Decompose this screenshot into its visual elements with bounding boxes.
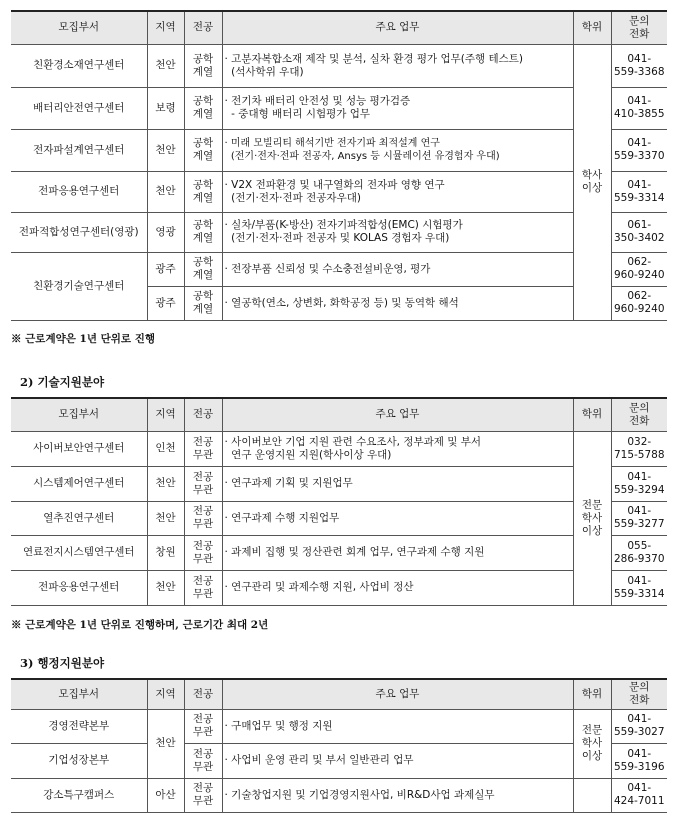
header-major: 전공 xyxy=(184,679,222,709)
header-contact: 문의 전화 xyxy=(611,679,667,709)
header-region: 지역 xyxy=(147,11,184,44)
dept-cell: 전파응용연구센터 xyxy=(11,171,147,212)
duty-cell: · 구매업무 및 행정 지원 xyxy=(222,709,573,743)
header-degree: 학위 xyxy=(573,679,611,709)
contact-cell: 032- 715-5788 xyxy=(611,431,667,466)
contact-cell: 041- 424-7011 xyxy=(611,778,667,812)
major-cell: 전공 무관 xyxy=(184,778,222,812)
note-contract-term: ※ 근로계약은 1년 단위로 진행 xyxy=(11,333,156,345)
region-cell: 천안 xyxy=(147,501,184,535)
table-row xyxy=(11,431,667,466)
dept-cell: 친환경소재연구센터 xyxy=(11,44,147,87)
major-cell: 공학 계열 xyxy=(184,129,222,171)
degree-cell: 전문 학사 이상 xyxy=(573,431,611,605)
dept-cell: 배터리안전연구센터 xyxy=(11,87,147,129)
duty-cell: · 미래 모빌리티 해석기반 전자기파 최적설계 연구 (전기·전자·전파 전공자, Ansys 등 시뮬레이션 유경험자 우대) xyxy=(222,129,573,171)
major-cell: 공학 계열 xyxy=(184,286,222,320)
duty-cell: · 열공학(연소, 상변화, 화학공정 등) 및 동역학 해석 xyxy=(222,286,573,320)
header-duty: 주요 업무 xyxy=(222,11,573,44)
note-contract-term-max: ※ 근로계약은 1년 단위로 진행하며, 근로기간 최대 2년 xyxy=(11,619,269,631)
table-row xyxy=(11,778,667,812)
major-cell: 전공 무관 xyxy=(184,709,222,743)
region-cell: 천안 xyxy=(147,129,184,171)
dept-cell: 시스템제어연구센터 xyxy=(11,466,147,501)
table-row xyxy=(11,129,667,171)
duty-cell: · 전장부품 신뢰성 및 수소충전설비운영, 평가 xyxy=(222,252,573,286)
dept-cell: 경영전략본부 xyxy=(11,709,147,743)
duty-cell: · 사이버보안 기업 지원 관련 수요조사, 정부과제 및 부서 연구 운영지원 지원(학사이상 우대) xyxy=(222,431,573,466)
contact-cell: 041- 559-3294 xyxy=(611,466,667,501)
duty-cell: · 고분자복합소재 제작 및 분석, 실차 환경 평가 업무(주행 테스트) (석사학위 우대) xyxy=(222,44,573,87)
contact-cell: 041- 559-3368 xyxy=(611,44,667,87)
region-cell: 광주 xyxy=(147,252,184,286)
header-duty: 주요 업무 xyxy=(222,398,573,431)
header-major: 전공 xyxy=(184,11,222,44)
table-row xyxy=(11,87,667,129)
region-cell: 천안 xyxy=(147,709,184,778)
region-cell: 광주 xyxy=(147,286,184,320)
header-dept: 모집부서 xyxy=(11,398,147,431)
table-row xyxy=(11,171,667,212)
region-cell: 보령 xyxy=(147,87,184,129)
duty-cell: · 실차/부품(K-방산) 전자기파적합성(EMC) 시험평가 (전기·전자·전파 전공자 및 KOLAS 경험자 우대) xyxy=(222,212,573,252)
contact-cell: 041- 559-3277 xyxy=(611,501,667,535)
major-cell: 공학 계열 xyxy=(184,252,222,286)
header-region: 지역 xyxy=(147,398,184,431)
major-cell: 전공 무관 xyxy=(184,570,222,605)
major-cell: 공학 계열 xyxy=(184,212,222,252)
dept-cell: 강소특구캠퍼스 xyxy=(11,778,147,812)
dept-cell: 친환경기술연구센터 xyxy=(11,252,147,320)
degree-cell-empty xyxy=(573,778,611,812)
major-cell: 전공 무관 xyxy=(184,535,222,570)
table-header-row xyxy=(11,11,667,44)
contact-cell: 061- 350-3402 xyxy=(611,212,667,252)
dept-cell: 사이버보안연구센터 xyxy=(11,431,147,466)
duty-cell: · 연구과제 기획 및 지원업무 xyxy=(222,466,573,501)
region-cell: 천안 xyxy=(147,466,184,501)
dept-cell: 전파적합성연구센터(영광) xyxy=(11,212,147,252)
header-region: 지역 xyxy=(147,679,184,709)
header-major: 전공 xyxy=(184,398,222,431)
contact-cell: 041- 559-3027 xyxy=(611,709,667,743)
table-row xyxy=(11,252,667,286)
recruit-table-tech-support xyxy=(11,397,667,606)
table-header-row xyxy=(11,398,667,431)
degree-cell: 전문 학사 이상 xyxy=(573,709,611,778)
duty-cell: · V2X 전파환경 및 내구열화의 전자파 영향 연구 (전기·전자·전파 전공자우대) xyxy=(222,171,573,212)
dept-cell: 전파응용연구센터 xyxy=(11,570,147,605)
region-cell: 창원 xyxy=(147,535,184,570)
contact-cell: 041- 559-3370 xyxy=(611,129,667,171)
duty-cell: · 연구관리 및 과제수행 지원, 사업비 정산 xyxy=(222,570,573,605)
major-cell: 전공 무관 xyxy=(184,431,222,466)
duty-cell: · 사업비 운영 관리 및 부서 일반관리 업무 xyxy=(222,743,573,778)
table-row xyxy=(11,570,667,605)
table-row xyxy=(11,466,667,501)
table-row xyxy=(11,709,667,743)
contact-cell: 041- 559-3314 xyxy=(611,171,667,212)
dept-cell: 전자파설계연구센터 xyxy=(11,129,147,171)
contact-cell: 041- 559-3314 xyxy=(611,570,667,605)
header-degree: 학위 xyxy=(573,398,611,431)
table-row xyxy=(11,535,667,570)
header-duty: 주요 업무 xyxy=(222,679,573,709)
contact-cell: 055- 286-9370 xyxy=(611,535,667,570)
header-contact: 문의 전화 xyxy=(611,398,667,431)
region-cell: 인천 xyxy=(147,431,184,466)
dept-cell: 기업성장본부 xyxy=(11,743,147,778)
contact-cell: 041- 410-3855 xyxy=(611,87,667,129)
header-dept: 모집부서 xyxy=(11,11,147,44)
degree-cell: 학사 이상 xyxy=(573,44,611,320)
region-cell: 천안 xyxy=(147,171,184,212)
recruit-table-admin-support xyxy=(11,678,667,813)
section-title-admin-support: 3) 행정지원분야 xyxy=(20,656,105,670)
duty-cell: · 연구과제 수행 지원업무 xyxy=(222,501,573,535)
table-row xyxy=(11,743,667,778)
table-row xyxy=(11,212,667,252)
region-cell: 천안 xyxy=(147,570,184,605)
major-cell: 전공 무관 xyxy=(184,501,222,535)
table-header-row xyxy=(11,679,667,709)
table-row xyxy=(11,44,667,87)
contact-cell: 041- 559-3196 xyxy=(611,743,667,778)
region-cell: 영광 xyxy=(147,212,184,252)
dept-cell: 연료전지시스템연구센터 xyxy=(11,535,147,570)
duty-cell: · 기술창업지원 및 기업경영지원사업, 비R&D사업 과제실무 xyxy=(222,778,573,812)
region-cell: 천안 xyxy=(147,44,184,87)
table-row xyxy=(11,501,667,535)
major-cell: 공학 계열 xyxy=(184,171,222,212)
contact-cell: 062- 960-9240 xyxy=(611,252,667,286)
section-title-tech-support: 2) 기술지원분야 xyxy=(20,375,105,389)
duty-cell: · 전기차 배터리 안전성 및 성능 평가검증 - 중대형 배터리 시험평가 업무 xyxy=(222,87,573,129)
major-cell: 전공 무관 xyxy=(184,743,222,778)
major-cell: 전공 무관 xyxy=(184,466,222,501)
header-dept: 모집부서 xyxy=(11,679,147,709)
contact-cell: 062- 960-9240 xyxy=(611,286,667,320)
major-cell: 공학 계열 xyxy=(184,44,222,87)
region-cell: 아산 xyxy=(147,778,184,812)
header-contact: 문의 전화 xyxy=(611,11,667,44)
duty-cell: · 과제비 집행 및 정산관련 회계 업무, 연구과제 수행 지원 xyxy=(222,535,573,570)
recruit-table-research xyxy=(11,10,667,321)
major-cell: 공학 계열 xyxy=(184,87,222,129)
dept-cell: 열추진연구센터 xyxy=(11,501,147,535)
header-degree: 학위 xyxy=(573,11,611,44)
